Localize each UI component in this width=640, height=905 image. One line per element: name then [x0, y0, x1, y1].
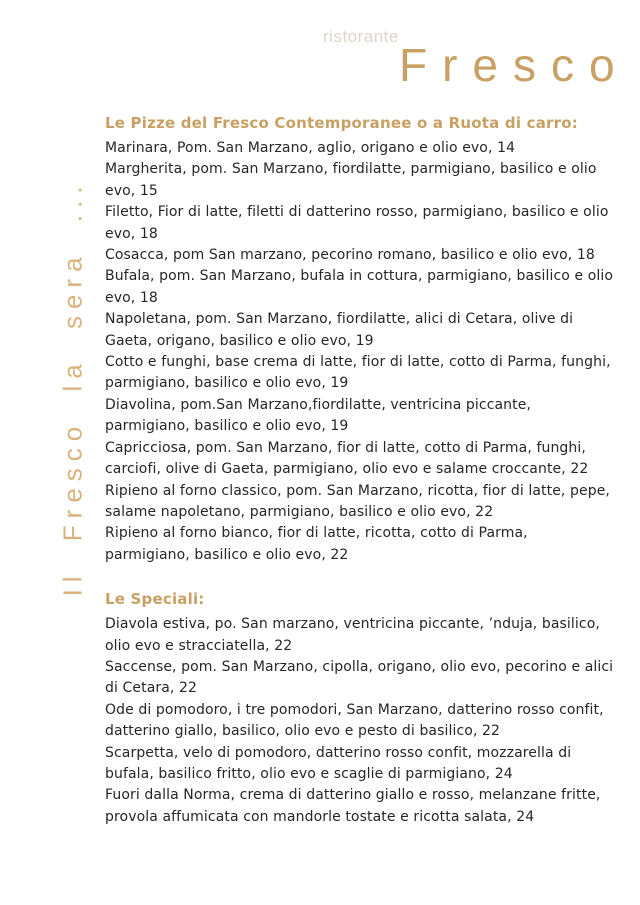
- menu: [105, 112, 617, 828]
- brand-logo: [323, 28, 633, 90]
- menu-item: Fuori dalla Norma, crema di datterino giallo e rosso, melanzane fritte, provola affumicata con mandorle tostate e ricotta salata, 24: [105, 787, 601, 825]
- menu-item: Bufala, pom. San Marzano, bufala in cottura, parmigiano, basilico e olio evo, 18: [105, 268, 614, 306]
- menu-item: Cotto e funghi, base crema di latte, fior di latte, cotto di Parma, funghi, parmigiano, basilico e olio evo, 19: [105, 354, 611, 392]
- menu-item: Margherita, pom. San Marzano, fiordilatte, parmigiano, basilico e olio evo, 15: [105, 161, 597, 199]
- menu-item: Cosacca, pom San marzano, pecorino romano, basilico e olio evo, 18: [105, 247, 595, 264]
- brand-name: Fresco: [399, 39, 630, 91]
- menu-item: Scarpetta, velo di pomodoro, datterino rosso confit, mozzarella di bufala, basilico fritto, olio evo e scaglie di parmigiano, 24: [105, 744, 572, 782]
- menu-section-speciali: [105, 588, 617, 828]
- section-heading-speciali: Le Speciali:: [105, 590, 205, 609]
- menu-item: Ode di pomodoro, i tre pomodori, San Marzano, datterino rosso confit, datterino giallo, basilico, olio evo e pesto di basilico, 22: [105, 701, 604, 740]
- brand-prefix-label: ristorante: [323, 27, 399, 46]
- menu-item: Saccense, pom. San Marzano, cipolla, origano, olio evo, pecorino e alici di Cetara, 22: [105, 658, 614, 697]
- menu-item: Filetto, Fior di latte, filetti di datterino rosso, parmigiano, basilico e olio evo, 18: [105, 204, 609, 242]
- menu-item: Napoletana, pom. San Marzano, fiordilatte, alici di Cetara, olive di Gaeta, origano, basilico e olio evo, 19: [105, 311, 574, 349]
- menu-item: Marinara, Pom. San Marzano, aglio, origano e olio evo, 14: [105, 140, 516, 156]
- menu-item: Ripieno al forno classico, pom. San Marzano, ricotta, fior di latte, pepe, salame napoletano, parmigiano, basilico e olio evo, 22: [105, 482, 610, 520]
- menu-item: Ripieno al forno bianco, fior di latte, ricotta, cotto di Parma, parmigiano, basilico e olio evo, 22: [105, 525, 528, 563]
- section-heading-pizze: Le Pizze del Fresco Contemporanee o a Ruota di carro:: [105, 114, 578, 132]
- menu-item: Diavola estiva, po. San marzano, ventricina piccante, ’nduja, basilico, olio evo e stracciatella, 22: [105, 616, 600, 654]
- menu-item: Diavolina, pom.San Marzano,fiordilatte, ventricina piccante, parmigiano, basilico e olio evo, 19: [105, 396, 531, 435]
- vertical-side-text: Il Fresco la sera ...: [57, 179, 88, 597]
- menu-item: Capricciosa, pom. San Marzano, fior di latte, cotto di Parma, funghi, carciofi, olive di Gaeta, parmigiano, olio evo e salame croccante, 22: [105, 439, 589, 478]
- menu-section-pizze: [105, 112, 617, 566]
